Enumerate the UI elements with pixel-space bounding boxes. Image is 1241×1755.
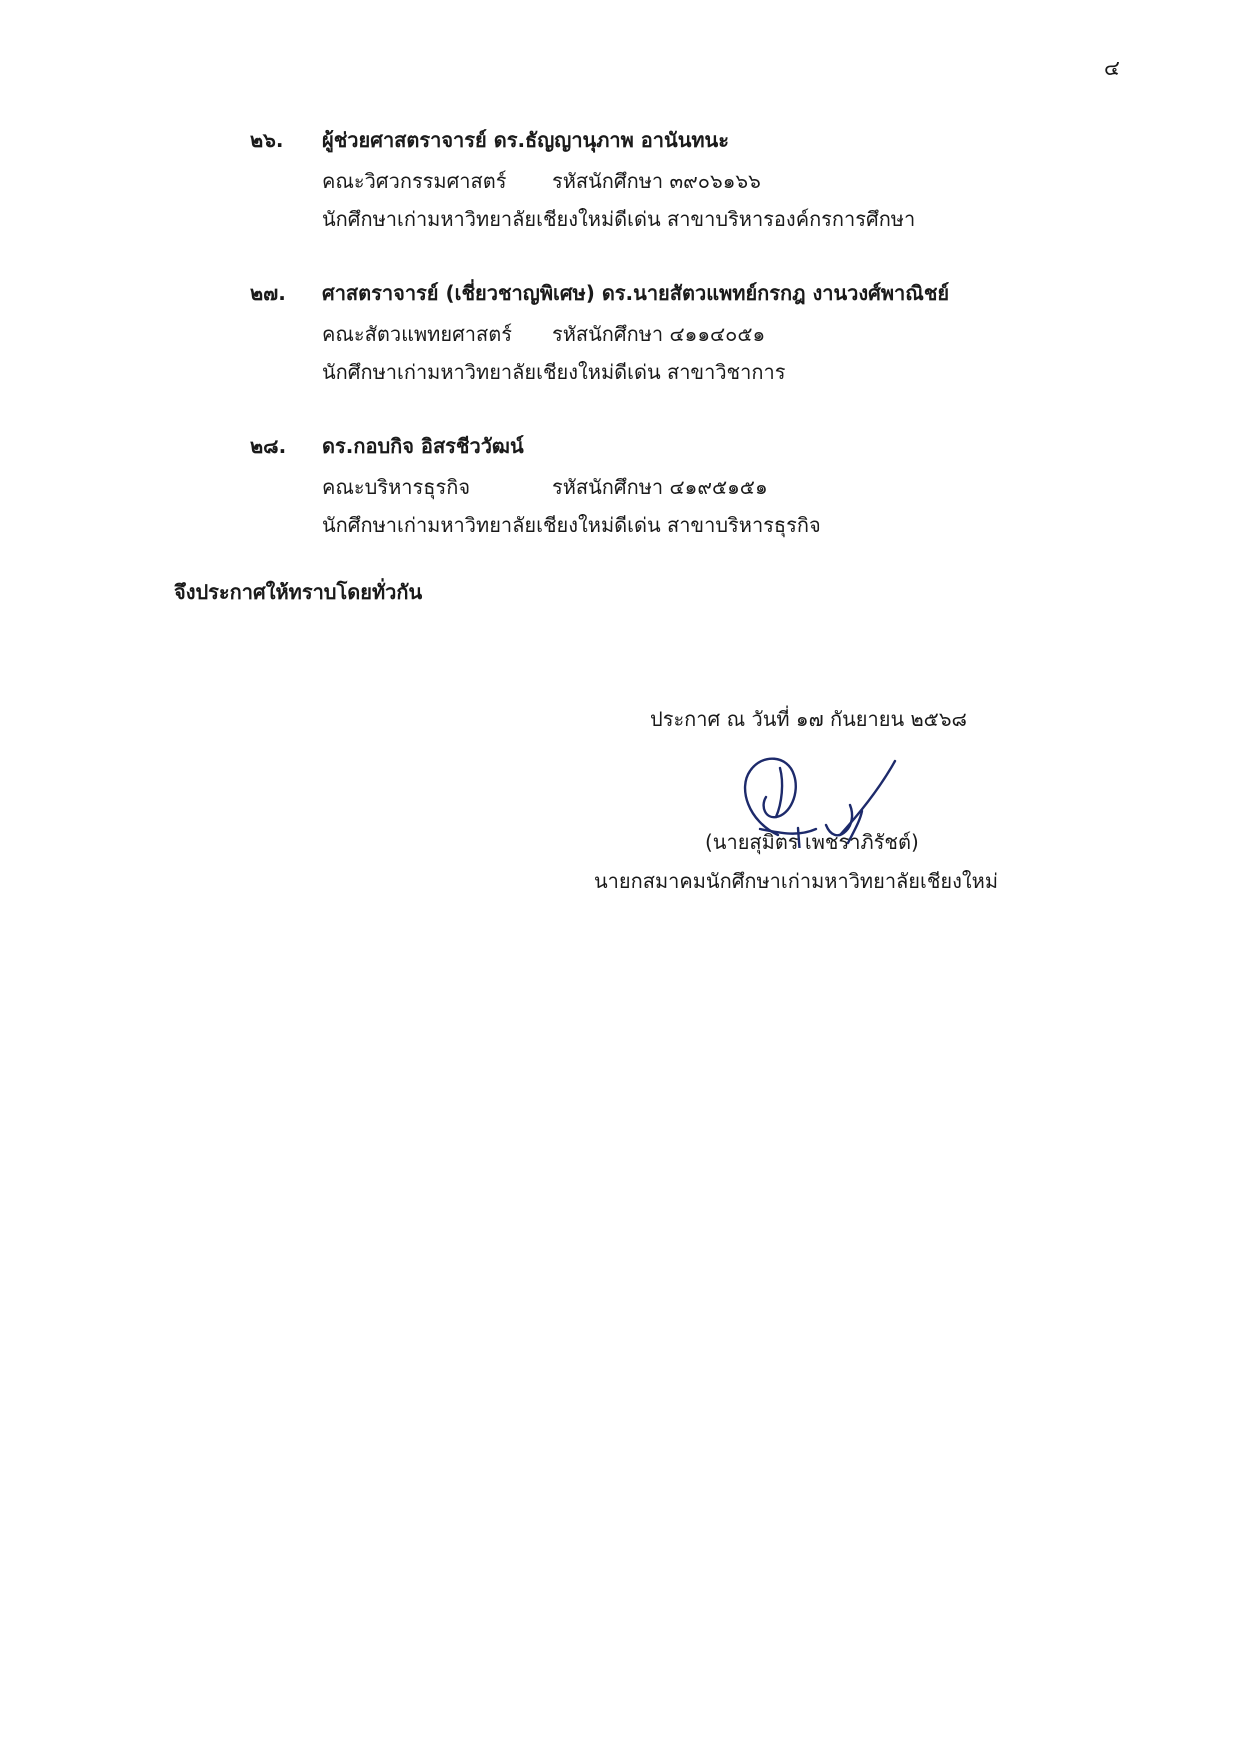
student-id: รหัสนักศึกษา ๓๙๐๖๑๖๖ xyxy=(552,169,761,193)
faculty: คณะสัตวแพทยศาสตร์ xyxy=(322,322,512,346)
award-entry xyxy=(250,124,1150,238)
entry-number: ๒๗. xyxy=(250,281,286,305)
student-id: รหัสนักศึกษา ๔๑๑๔๐๕๑ xyxy=(552,322,766,346)
student-id: รหัสนักศึกษา ๔๑๙๕๑๕๑ xyxy=(552,475,768,499)
award-entry xyxy=(250,277,1150,391)
page-number: ๔ xyxy=(1104,56,1120,80)
closing-statement: จึงประกาศให้ทราบโดยทั่วกัน xyxy=(174,580,423,604)
faculty: คณะบริหารธุรกิจ xyxy=(322,475,471,499)
award-entry xyxy=(250,430,1150,544)
award-category: นักศึกษาเก่ามหาวิทยาลัยเชียงใหม่ดีเด่น สาขาบริหารองค์กรการศึกษา xyxy=(322,207,916,231)
signer-name: (นายสุมิตร เพชราภิรัชต์) xyxy=(705,830,919,854)
awardee-name: ผู้ช่วยศาสตราจารย์ ดร.ธัญญานุภาพ อานันทนะ xyxy=(322,128,729,152)
entry-number: ๒๖. xyxy=(250,128,284,152)
award-category: นักศึกษาเก่ามหาวิทยาลัยเชียงใหม่ดีเด่น สาขาบริหารธุรกิจ xyxy=(322,513,821,537)
faculty: คณะวิศวกรรมศาสตร์ xyxy=(322,169,507,193)
awardee-name: ดร.กอบกิจ อิสรชีววัฒน์ xyxy=(322,434,524,458)
awardee-name: ศาสตราจารย์ (เชี่ยวชาญพิเศษ) ดร.นายสัตวแพทย์กรกฎ งานวงศ์พาณิชย์ xyxy=(322,281,950,305)
signer-title: นายกสมาคมนักศึกษาเก่ามหาวิทยาลัยเชียงใหม่ xyxy=(594,869,999,893)
announcement-date: ประกาศ ณ วันที่ ๑๗ กันยายน ๒๕๖๘ xyxy=(650,707,967,731)
award-category: นักศึกษาเก่ามหาวิทยาลัยเชียงใหม่ดีเด่น สาขาวิชาการ xyxy=(322,360,786,384)
entry-number: ๒๘. xyxy=(250,434,287,458)
